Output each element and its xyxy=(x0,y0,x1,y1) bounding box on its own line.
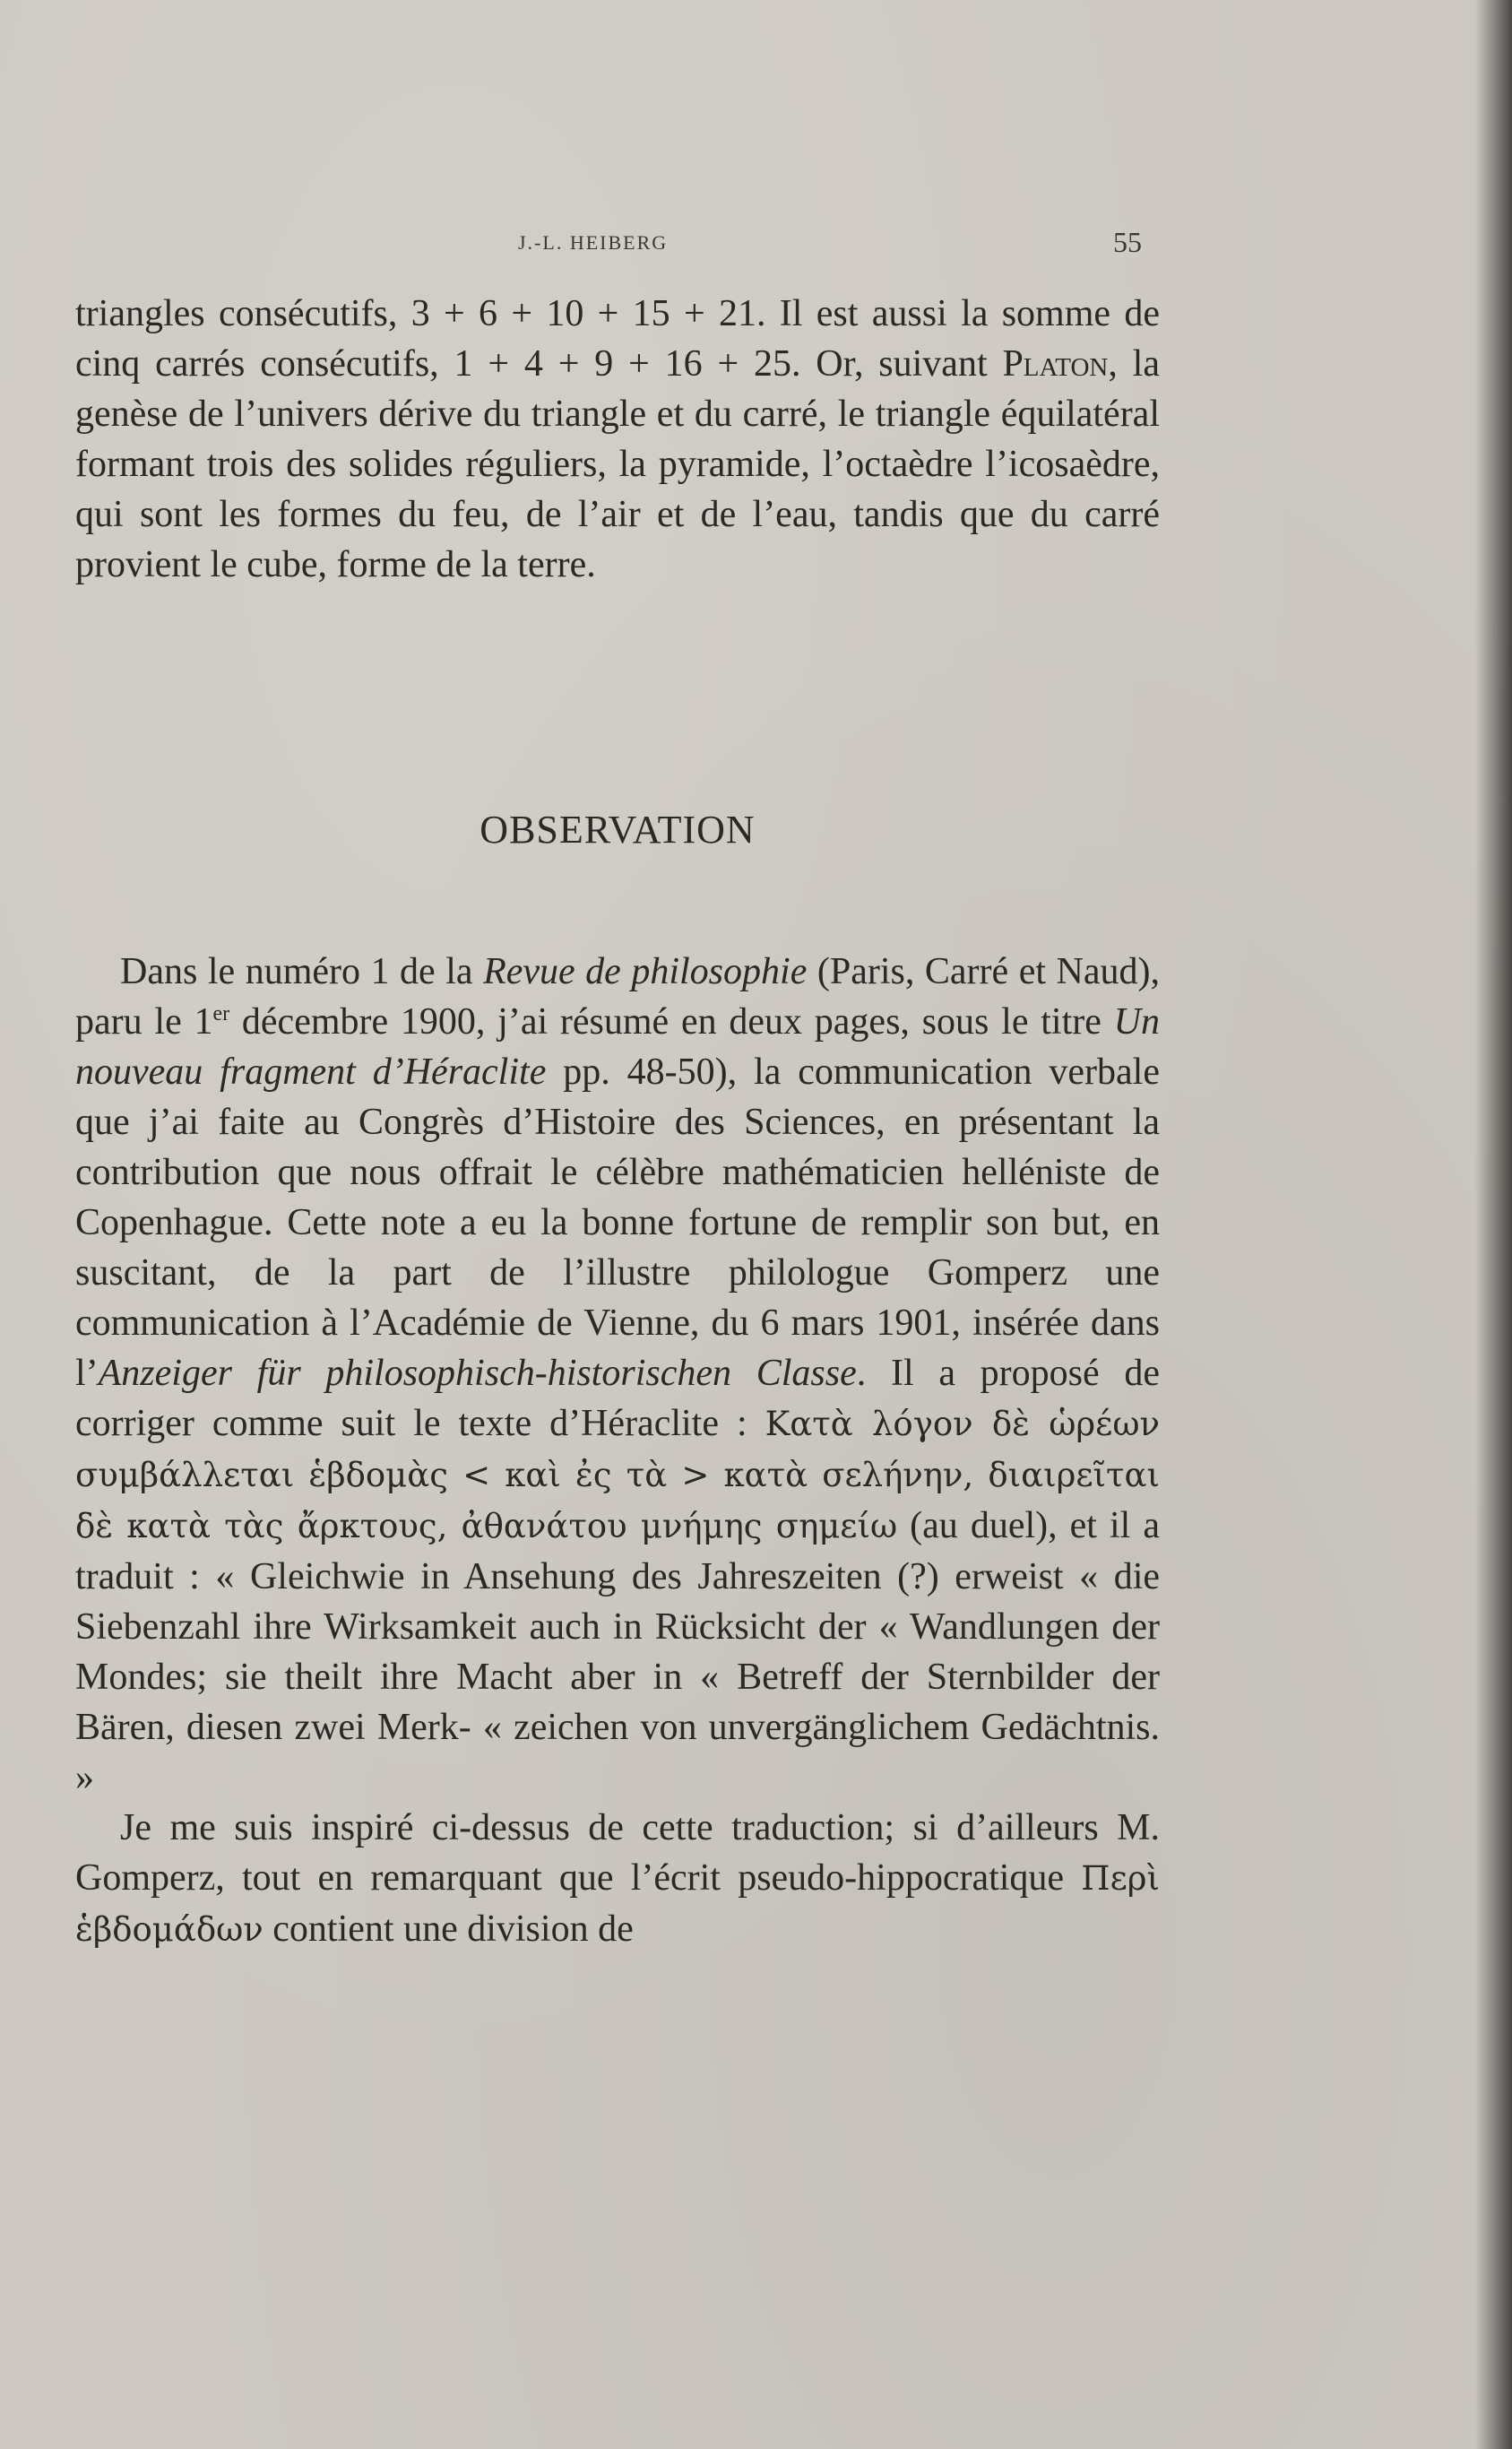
p1-text-e: . Il a proposé de corriger comme suit le texte d’Héraclite : xyxy=(75,1353,1160,1444)
intro-text-part-1: triangles consécutifs, 3 + 6 + 10 + 15 + 21. Il est aussi la somme de cinq carrés consécutifs, 1 + 4 + 9 + 16 + 25. Or, suivant xyxy=(75,293,1160,385)
p1-article-title: Un nouveau fragment d’Héraclite xyxy=(75,1001,1160,1093)
p1-text-a: Dans le numéro 1 de la xyxy=(120,951,484,992)
author-name: Platon xyxy=(1002,343,1109,385)
page-binding-edge xyxy=(1474,0,1512,2449)
p2-text-a: Je me suis inspiré ci-dessus de cette traduction; si d’ailleurs M. Gomperz, tout en remarquant que l’écrit pseudo-hippocratique xyxy=(75,1807,1160,1899)
p1-anzeiger-title: Anzeiger für philosophisch-historischen Classe xyxy=(98,1353,857,1394)
running-head: J.-L. HEIBERG xyxy=(518,231,669,254)
p1-text-f: (au duel), et il a traduit : « Gleichwie in Ansehung des Jahreszeiten (?) erweist « die Siebenzahl ihre Wirksamkeit auch in Rücksicht der « Wandlungen der Mondes; sie theilt ihre Macht aber in « Betreff der Sternbilder der Bären, diesen zwei Merk- « zeichen von unvergänglichem Gedächtnis. » xyxy=(75,1505,1161,1798)
p1-greek-quote: Κατὰ λόγον δὲ ὡρέων συμβάλλεται ἑβδομὰς < καὶ ἐς τὰ > κατὰ σελήνην, διαιρεῖται δὲ κατὰ τὰς ἄρκτους, ἀθανάτου μνήμης σημείω xyxy=(75,1405,1160,1545)
p1-revue-title: Revue de philosophie xyxy=(483,951,808,992)
p1-text-c: décembre 1900, j’ai résumé en deux pages, sous le titre xyxy=(229,1001,1114,1043)
p1-text-b: (Paris, Carré et Naud), paru le 1 xyxy=(75,951,1160,1043)
paragraph-1 xyxy=(75,947,1160,1803)
page-number: 55 xyxy=(1113,226,1142,258)
section-heading: OBSERVATION xyxy=(480,808,756,852)
intro-paragraph xyxy=(75,289,1160,590)
p2-text-b: contient une division de xyxy=(263,1908,634,1950)
observation-body xyxy=(75,947,1160,1955)
intro-text xyxy=(75,289,1160,590)
p1-superscript: er xyxy=(212,1002,230,1025)
page-header xyxy=(79,226,1154,262)
intro-text-part-2: , la genèse de l’univers dérive du triangle et du carré, le triangle équilatéral formant trois des solides réguliers, la pyramide, l’octaèdre l’icosaèdre, qui sont les formes du feu, de l’air et de l’eau, tandis que du carré provient le cube, forme de la terre. xyxy=(75,343,1160,585)
paragraph-2 xyxy=(75,1803,1160,1955)
p1-text-d: pp. 48-50), la communication verbale que j’ai faite au Congrès d’Histoire des Sciences, en présentant la contribution que nous offrait le célèbre mathématicien helléniste de Copenhague. Cette note a eu la bonne fortune de remplir son but, en suscitant, de la part de l’illustre philologue Gomperz une communication à l’Académie de Vienne, du 6 mars 1901, insérée dans l’ xyxy=(75,1051,1160,1394)
p2-greek-title: Περὶ ἑβδομάδων xyxy=(75,1859,1160,1949)
